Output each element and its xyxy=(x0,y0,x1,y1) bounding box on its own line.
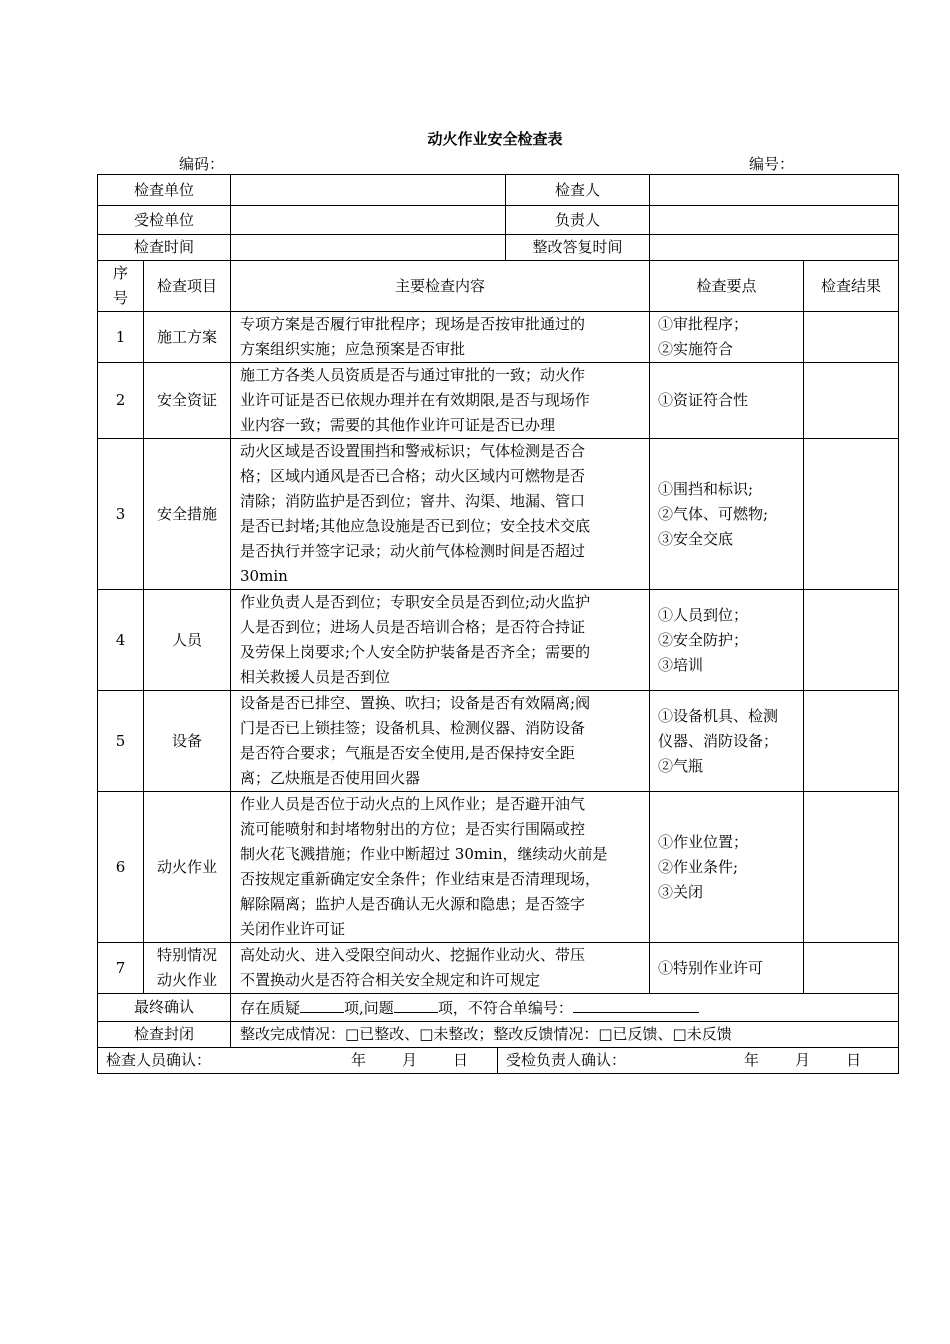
check-result-field[interactable] xyxy=(804,590,899,691)
check-content-line: 作业负责人是否到位；专职安全员是否到位;动火监护 xyxy=(240,593,591,611)
check-unit-field[interactable] xyxy=(231,175,506,206)
check-result-field[interactable] xyxy=(804,439,899,590)
inspected-unit-field[interactable] xyxy=(231,206,506,235)
inspector-confirm-cell xyxy=(98,1048,498,1074)
final-text-3: 项，不符合单编号： xyxy=(437,999,573,1017)
check-point-line: ①作业位置； xyxy=(658,832,749,851)
check-content xyxy=(231,439,650,590)
column-seq-line1: 序 xyxy=(112,264,128,282)
check-point-line: ②气瓶 xyxy=(658,756,704,775)
table-row xyxy=(98,439,899,590)
check-unit-label: 检查单位 xyxy=(98,175,231,206)
check-item-line: 安全资证 xyxy=(157,391,218,409)
row-number: 1 xyxy=(98,312,144,363)
check-points xyxy=(650,943,804,994)
inspector-confirm-label: 检查人员确认： xyxy=(106,1051,212,1069)
check-content xyxy=(231,691,650,792)
person-in-charge-label: 负责人 xyxy=(506,206,650,235)
check-point-line: ③培训 xyxy=(658,655,704,674)
column-header-row xyxy=(98,261,899,312)
check-item-line: 施工方案 xyxy=(157,327,218,346)
check-content-line: 解除隔离；监护人是否确认无火源和隐患；是否签字 xyxy=(240,895,586,913)
person-in-charge-field[interactable] xyxy=(650,206,899,235)
inspector-field[interactable] xyxy=(650,175,899,206)
check-point-line: ①资证符合性 xyxy=(658,391,749,409)
check-content-line: 制火花飞溅措施；作业中断超过 30min，继续动火前是 xyxy=(240,845,608,863)
check-point-line: ③安全交底 xyxy=(658,529,734,548)
check-points xyxy=(650,439,804,590)
check-item xyxy=(144,943,231,994)
column-item: 检查项目 xyxy=(144,261,231,312)
blank-doubt-count[interactable] xyxy=(300,994,344,1013)
inspected-confirm-label: 受检负责人确认： xyxy=(506,1051,627,1069)
inspection-table xyxy=(97,174,899,1074)
check-item xyxy=(144,312,231,363)
inspected-confirm-cell xyxy=(498,1048,899,1074)
check-item xyxy=(144,439,231,590)
column-seq xyxy=(98,261,144,312)
table-row xyxy=(98,943,899,994)
row-number: 4 xyxy=(98,590,144,691)
check-content-line: 业许可证是否已依规办理并在有效期限,是否与现场作 xyxy=(240,391,590,409)
inspected-year: 年 xyxy=(744,1051,760,1069)
blank-issue-count[interactable] xyxy=(394,994,438,1013)
row-number: 2 xyxy=(98,363,144,439)
check-item xyxy=(144,363,231,439)
check-content xyxy=(231,792,650,943)
final-text-2: 项,问题 xyxy=(344,999,394,1017)
check-content xyxy=(231,363,650,439)
check-item-line: 人员 xyxy=(172,630,203,649)
check-points xyxy=(650,590,804,691)
check-point-line: ②实施符合 xyxy=(658,340,734,358)
check-content-line: 施工方各类人员资质是否与通过审批的一致；动火作 xyxy=(240,366,586,384)
check-points xyxy=(650,792,804,943)
check-content-line: 高处动火、进入受限空间动火、挖掘作业动火、带压 xyxy=(240,946,586,964)
check-result-field[interactable] xyxy=(804,691,899,792)
check-content-line: 门是否已上锁挂签；设备机具、检测仪器、消防设备 xyxy=(240,719,586,737)
check-points xyxy=(650,312,804,363)
check-result-field[interactable] xyxy=(804,312,899,363)
check-item-line: 动火作业 xyxy=(157,971,218,989)
check-content-line: 动火区域是否设置围挡和警戒标识；气体检测是否合 xyxy=(240,442,586,460)
form-title: 动火作业安全检查表 xyxy=(427,130,563,148)
check-item-line: 设备 xyxy=(172,731,203,750)
table-row xyxy=(98,363,899,439)
check-point-line: ①特别作业许可 xyxy=(658,958,764,977)
inspected-month: 月 xyxy=(795,1051,811,1069)
check-content-line: 清除；消防监护是否到位；窨井、沟渠、地漏、管口 xyxy=(240,492,586,510)
table-row xyxy=(98,691,899,792)
inspector-year: 年 xyxy=(351,1051,367,1069)
table-row xyxy=(98,312,899,363)
row-number: 6 xyxy=(98,792,144,943)
check-time-field[interactable] xyxy=(231,235,506,261)
check-result-field[interactable] xyxy=(804,943,899,994)
column-seq-line2: 号 xyxy=(112,289,128,307)
rectify-time-label: 整改答复时间 xyxy=(506,235,650,261)
check-point-line: ②安全防护； xyxy=(658,630,749,649)
row-number: 3 xyxy=(98,439,144,590)
check-point-line: ①设备机具、检测 xyxy=(658,706,779,725)
check-content-line: 人是否到位；进场人员是否培训合格；是否符合持证 xyxy=(240,618,586,636)
check-point-line: ②作业条件; xyxy=(658,857,739,876)
check-result-field[interactable] xyxy=(804,363,899,439)
check-content-line: 方案组织实施；应急预案是否审批 xyxy=(240,340,466,358)
check-point-line: ①人员到位； xyxy=(658,605,749,624)
column-result: 检查结果 xyxy=(804,261,899,312)
check-content-line: 不置换动火是否符合相关安全规定和许可规定 xyxy=(240,971,541,989)
table-row xyxy=(98,590,899,691)
check-point-line: ③关闭 xyxy=(658,882,704,901)
check-content-line: 相关救援人员是否到位 xyxy=(240,668,391,686)
inspector-label: 检查人 xyxy=(506,175,650,206)
check-content-line: 是否符合要求；气瓶是否安全使用,是否保持安全距 xyxy=(240,744,575,762)
check-point-line: ②气体、可燃物; xyxy=(658,504,769,523)
check-content xyxy=(231,312,650,363)
check-content-line: 业内容一致；需要的其他作业许可证是否已办理 xyxy=(240,416,556,434)
check-content xyxy=(231,943,650,994)
inspector-month: 月 xyxy=(402,1051,418,1069)
check-result-field[interactable] xyxy=(804,792,899,943)
check-item xyxy=(144,792,231,943)
check-item-line: 特别情况 xyxy=(157,946,218,964)
column-content: 主要检查内容 xyxy=(231,261,650,312)
row-number: 5 xyxy=(98,691,144,792)
check-content xyxy=(231,590,650,691)
check-content-line: 格；区域内通风是否已合格；动火区域内可燃物是否 xyxy=(240,467,586,485)
check-item-line: 动火作业 xyxy=(157,857,218,876)
rectify-time-field[interactable] xyxy=(650,235,899,261)
check-content-line: 作业人员是否位于动火点的上风作业；是否避开油气 xyxy=(240,795,586,813)
final-text-1: 存在质疑 xyxy=(240,999,301,1017)
check-points xyxy=(650,363,804,439)
check-content-line: 是否执行并签字记录；动火前气体检测时间是否超过 xyxy=(240,542,586,560)
check-point-line: 仪器、消防设备； xyxy=(658,731,779,750)
check-content-line: 离；乙炔瓶是否使用回火器 xyxy=(240,769,421,787)
check-content-line: 专项方案是否履行审批程序；现场是否按审批通过的 xyxy=(240,315,586,333)
number-label: 编号： xyxy=(749,155,795,173)
check-item xyxy=(144,691,231,792)
check-item-line: 安全措施 xyxy=(157,504,218,523)
check-time-label: 检查时间 xyxy=(98,235,231,261)
inspector-day: 日 xyxy=(453,1051,469,1069)
inspected-day: 日 xyxy=(846,1051,862,1069)
check-content-line: 关闭作业许可证 xyxy=(240,920,346,938)
column-points: 检查要点 xyxy=(650,261,804,312)
final-confirm-label: 最终确认 xyxy=(98,994,231,1022)
closure-content: 整改完成情况：□已整改、□未整改；整改反馈情况：□已反馈、□未反馈 xyxy=(231,1022,899,1048)
closure-label: 检查封闭 xyxy=(98,1022,231,1048)
check-points xyxy=(650,691,804,792)
inspected-unit-label: 受检单位 xyxy=(98,206,231,235)
check-content-line: 是否已封堵;其他应急设施是否已到位；安全技术交底 xyxy=(240,517,591,535)
final-confirm-content xyxy=(231,994,899,1022)
check-point-line: ①围挡和标识; xyxy=(658,479,754,498)
row-number: 7 xyxy=(98,943,144,994)
blank-nonconformity-number[interactable] xyxy=(573,994,699,1013)
check-point-line: ①审批程序； xyxy=(658,315,749,333)
check-content-line: 及劳保上岗要求;个人安全防护装备是否齐全；需要的 xyxy=(240,643,591,661)
check-item xyxy=(144,590,231,691)
check-content-line: 设备是否已排空、置换、吹扫；设备是否有效隔离;阀 xyxy=(240,694,591,712)
table-row xyxy=(98,792,899,943)
check-content-line: 30min xyxy=(240,567,288,585)
check-content-line: 否按规定重新确定安全条件；作业结束是否清理现场， xyxy=(240,870,601,888)
check-content-line: 流可能喷射和封堵物射出的方位；是否实行围隔或控 xyxy=(240,820,586,838)
code-label: 编码： xyxy=(179,155,225,173)
